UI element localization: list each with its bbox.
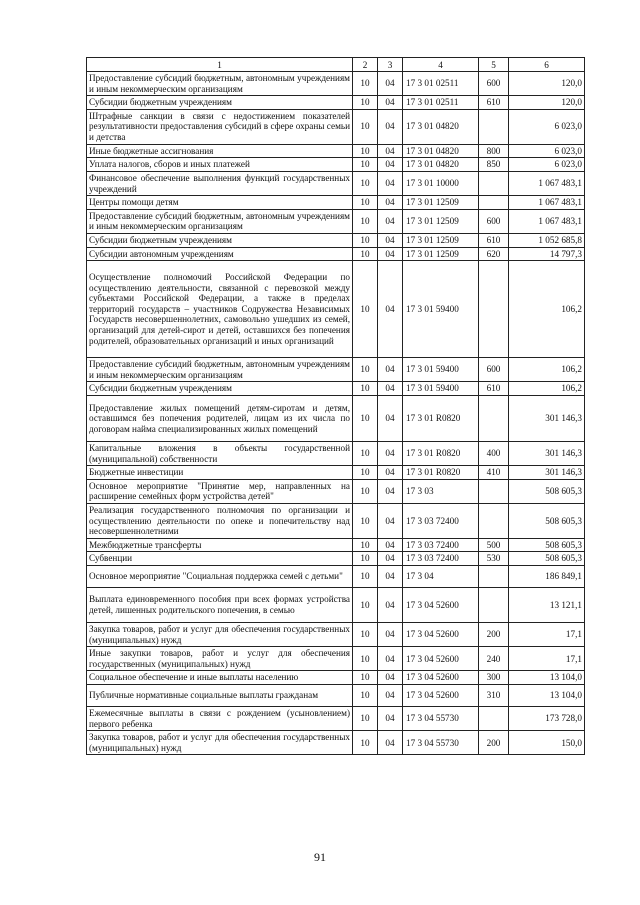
row-target-code-cell: 17 3 04 55730	[403, 731, 479, 755]
row-target-code-cell: 17 3 01 12509	[403, 196, 479, 210]
row-amount-cell: 13 104,0	[509, 671, 585, 685]
row-section-cell: 10	[353, 566, 378, 588]
row-subsection-cell: 04	[378, 209, 403, 233]
row-target-code-cell: 17 3 01 04820	[403, 158, 479, 172]
row-section-cell: 10	[353, 503, 378, 538]
row-section-cell: 10	[353, 479, 378, 503]
row-subsection-cell: 04	[378, 503, 403, 538]
row-expense-type-cell: 530	[479, 552, 509, 566]
row-name-cell: Закупка товаров, работ и услуг для обеспечения государственных (муниципальных) нужд	[87, 623, 353, 647]
row-expense-type-cell: 200	[479, 731, 509, 755]
row-subsection-cell: 04	[378, 731, 403, 755]
row-section-cell: 10	[353, 623, 378, 647]
row-subsection-cell: 04	[378, 552, 403, 566]
row-section-cell: 10	[353, 233, 378, 247]
budget-table	[86, 57, 585, 755]
row-amount-cell: 1 067 483,1	[509, 209, 585, 233]
row-name-cell: Основное мероприятие "Социальная поддержка семей с детьми"	[87, 566, 353, 588]
row-target-code-cell: 17 3 01 12509	[403, 233, 479, 247]
row-section-cell: 10	[353, 647, 378, 671]
row-target-code-cell: 17 3 04 52600	[403, 647, 479, 671]
row-expense-type-cell: 410	[479, 466, 509, 480]
table-row	[87, 158, 585, 172]
header-cell-2: 2	[353, 58, 378, 72]
row-subsection-cell: 04	[378, 538, 403, 552]
row-subsection-cell: 04	[378, 647, 403, 671]
row-amount-cell: 301 146,3	[509, 441, 585, 465]
row-section-cell: 10	[353, 171, 378, 195]
row-name-cell: Штрафные санкции в связи с недостижением показателей результативности предоставления субсидий в сфере охраны семьи и детства	[87, 109, 353, 144]
row-target-code-cell: 17 3 01 02511	[403, 72, 479, 96]
table-row	[87, 72, 585, 96]
row-expense-type-cell	[479, 261, 509, 358]
row-expense-type-cell: 610	[479, 233, 509, 247]
header-cell-6: 6	[509, 58, 585, 72]
row-subsection-cell: 04	[378, 72, 403, 96]
row-subsection-cell: 04	[378, 233, 403, 247]
row-section-cell: 10	[353, 671, 378, 685]
row-subsection-cell: 04	[378, 707, 403, 731]
row-name-cell: Осуществление полномочий Российской Федерации по осуществлению деятельности, связанной с перевозкой между субъектами Российской Федерации, а также в пределах территорий государств – участников Содружества Независимых Государств несовершеннолетних, самовольно ушедших из семей, организаций для детей-сирот и детей, оставшихся без попечения родителей, образовательных организаций и иных организаций	[87, 261, 353, 358]
budget-table-body	[87, 58, 585, 755]
row-name-cell: Реализация государственного полномочия по организации и осуществлению деятельности по опеке и попечительству над несовершеннолетними	[87, 503, 353, 538]
row-target-code-cell: 17 3 01 12509	[403, 209, 479, 233]
row-expense-type-cell	[479, 588, 509, 623]
row-section-cell: 10	[353, 685, 378, 707]
row-expense-type-cell: 600	[479, 209, 509, 233]
table-row	[87, 588, 585, 623]
table-row	[87, 171, 585, 195]
row-target-code-cell: 17 3 03 72400	[403, 552, 479, 566]
row-subsection-cell: 04	[378, 479, 403, 503]
header-cell-3: 3	[378, 58, 403, 72]
row-target-code-cell: 17 3 04 52600	[403, 623, 479, 647]
row-name-cell: Предоставление субсидий бюджетным, автономным учреждениям и иным некоммерческим организациям	[87, 72, 353, 96]
row-section-cell: 10	[353, 731, 378, 755]
table-row	[87, 552, 585, 566]
row-target-code-cell: 17 3 04 55730	[403, 707, 479, 731]
row-section-cell: 10	[353, 261, 378, 358]
table-row	[87, 196, 585, 210]
row-amount-cell: 17,1	[509, 647, 585, 671]
row-expense-type-cell	[479, 479, 509, 503]
table-row	[87, 233, 585, 247]
row-expense-type-cell: 610	[479, 382, 509, 396]
table-row	[87, 538, 585, 552]
row-target-code-cell: 17 3 01 59400	[403, 261, 479, 358]
table-row	[87, 382, 585, 396]
row-name-cell: Иные бюджетные ассигнования	[87, 144, 353, 158]
row-target-code-cell: 17 3 01 04820	[403, 144, 479, 158]
row-name-cell: Ежемесячные выплаты в связи с рождением (усыновлением) первого ребенка	[87, 707, 353, 731]
row-name-cell: Межбюджетные трансферты	[87, 538, 353, 552]
row-expense-type-cell: 600	[479, 358, 509, 382]
row-target-code-cell: 17 3 01 02511	[403, 96, 479, 110]
row-expense-type-cell: 240	[479, 647, 509, 671]
row-target-code-cell: 17 3 03	[403, 479, 479, 503]
row-name-cell: Капитальные вложения в объекты государственной (муниципальной) собственности	[87, 441, 353, 465]
table-row	[87, 503, 585, 538]
row-section-cell: 10	[353, 96, 378, 110]
row-target-code-cell: 17 3 03 72400	[403, 538, 479, 552]
row-name-cell: Предоставление субсидий бюджетным, автономным учреждениям и иным некоммерческим организациям	[87, 209, 353, 233]
row-section-cell: 10	[353, 144, 378, 158]
table-row	[87, 144, 585, 158]
row-amount-cell: 508 605,3	[509, 538, 585, 552]
row-amount-cell: 508 605,3	[509, 552, 585, 566]
row-amount-cell: 173 728,0	[509, 707, 585, 731]
row-section-cell: 10	[353, 382, 378, 396]
row-subsection-cell: 04	[378, 566, 403, 588]
row-subsection-cell: 04	[378, 196, 403, 210]
table-row	[87, 358, 585, 382]
row-name-cell: Предоставление субсидий бюджетным, автономным учреждениям и иным некоммерческим организациям	[87, 358, 353, 382]
row-amount-cell: 13 121,1	[509, 588, 585, 623]
row-amount-cell: 6 023,0	[509, 109, 585, 144]
row-subsection-cell: 04	[378, 395, 403, 441]
row-subsection-cell: 04	[378, 466, 403, 480]
table-row	[87, 566, 585, 588]
row-name-cell: Субсидии бюджетным учреждениям	[87, 382, 353, 396]
row-target-code-cell: 17 3 01 R0820	[403, 466, 479, 480]
table-row	[87, 671, 585, 685]
table-row	[87, 685, 585, 707]
row-target-code-cell: 17 3 04 52600	[403, 671, 479, 685]
row-amount-cell: 301 146,3	[509, 395, 585, 441]
row-name-cell: Выплата единовременного пособия при всех формах устройства детей, лишенных родительского попечения, в семью	[87, 588, 353, 623]
row-section-cell: 10	[353, 395, 378, 441]
row-name-cell: Бюджетные инвестиции	[87, 466, 353, 480]
row-amount-cell: 508 605,3	[509, 479, 585, 503]
row-amount-cell: 150,0	[509, 731, 585, 755]
row-expense-type-cell: 500	[479, 538, 509, 552]
row-subsection-cell: 04	[378, 382, 403, 396]
row-expense-type-cell	[479, 503, 509, 538]
row-section-cell: 10	[353, 466, 378, 480]
row-expense-type-cell: 300	[479, 671, 509, 685]
row-section-cell: 10	[353, 109, 378, 144]
row-section-cell: 10	[353, 72, 378, 96]
row-amount-cell: 1 067 483,1	[509, 171, 585, 195]
row-section-cell: 10	[353, 358, 378, 382]
table-row	[87, 479, 585, 503]
row-expense-type-cell: 850	[479, 158, 509, 172]
row-target-code-cell: 17 3 01 59400	[403, 382, 479, 396]
header-cell-1: 1	[87, 58, 353, 72]
row-target-code-cell: 17 3 01 R0820	[403, 441, 479, 465]
row-section-cell: 10	[353, 196, 378, 210]
row-target-code-cell: 17 3 03 72400	[403, 503, 479, 538]
row-expense-type-cell	[479, 566, 509, 588]
row-section-cell: 10	[353, 247, 378, 261]
row-name-cell: Публичные нормативные социальные выплаты гражданам	[87, 685, 353, 707]
table-row	[87, 707, 585, 731]
row-amount-cell: 186 849,1	[509, 566, 585, 588]
row-amount-cell: 13 104,0	[509, 685, 585, 707]
row-target-code-cell: 17 3 01 10000	[403, 171, 479, 195]
row-subsection-cell: 04	[378, 171, 403, 195]
row-expense-type-cell: 400	[479, 441, 509, 465]
row-expense-type-cell: 310	[479, 685, 509, 707]
row-expense-type-cell	[479, 196, 509, 210]
row-name-cell: Основное мероприятие "Принятие мер, направленных на расширение семейных форм устройства детей"	[87, 479, 353, 503]
row-expense-type-cell	[479, 109, 509, 144]
row-amount-cell: 6 023,0	[509, 158, 585, 172]
header-cell-4: 4	[403, 58, 479, 72]
row-subsection-cell: 04	[378, 671, 403, 685]
row-expense-type-cell: 620	[479, 247, 509, 261]
table-row	[87, 466, 585, 480]
row-subsection-cell: 04	[378, 261, 403, 358]
row-target-code-cell: 17 3 01 12509	[403, 247, 479, 261]
page-number: 91	[314, 850, 326, 864]
row-name-cell: Социальное обеспечение и иные выплаты населению	[87, 671, 353, 685]
table-row	[87, 647, 585, 671]
row-section-cell: 10	[353, 588, 378, 623]
row-name-cell: Субсидии бюджетным учреждениям	[87, 96, 353, 110]
row-subsection-cell: 04	[378, 158, 403, 172]
row-name-cell: Иные закупки товаров, работ и услуг для обеспечения государственных (муниципальных) нужд	[87, 647, 353, 671]
row-amount-cell: 106,2	[509, 382, 585, 396]
row-target-code-cell: 17 3 04	[403, 566, 479, 588]
row-name-cell: Субсидии бюджетным учреждениям	[87, 233, 353, 247]
budget-table-container	[86, 57, 584, 755]
row-subsection-cell: 04	[378, 109, 403, 144]
row-subsection-cell: 04	[378, 623, 403, 647]
row-name-cell: Закупка товаров, работ и услуг для обеспечения государственных (муниципальных) нужд	[87, 731, 353, 755]
row-amount-cell: 120,0	[509, 96, 585, 110]
row-subsection-cell: 04	[378, 96, 403, 110]
row-name-cell: Финансовое обеспечение выполнения функций государственных учреждений	[87, 171, 353, 195]
table-row	[87, 247, 585, 261]
row-amount-cell: 1 067 483,1	[509, 196, 585, 210]
row-expense-type-cell: 800	[479, 144, 509, 158]
row-expense-type-cell	[479, 395, 509, 441]
row-subsection-cell: 04	[378, 144, 403, 158]
row-target-code-cell: 17 3 01 59400	[403, 358, 479, 382]
table-header-row	[87, 58, 585, 72]
row-target-code-cell: 17 3 01 R0820	[403, 395, 479, 441]
row-amount-cell: 1 052 685,8	[509, 233, 585, 247]
row-amount-cell: 301 146,3	[509, 466, 585, 480]
row-expense-type-cell: 200	[479, 623, 509, 647]
table-row	[87, 96, 585, 110]
table-row	[87, 623, 585, 647]
row-subsection-cell: 04	[378, 358, 403, 382]
row-amount-cell: 106,2	[509, 358, 585, 382]
table-row	[87, 395, 585, 441]
row-expense-type-cell: 610	[479, 96, 509, 110]
table-row	[87, 731, 585, 755]
row-target-code-cell: 17 3 04 52600	[403, 685, 479, 707]
row-section-cell: 10	[353, 209, 378, 233]
table-row	[87, 209, 585, 233]
header-cell-5: 5	[479, 58, 509, 72]
row-name-cell: Субвенции	[87, 552, 353, 566]
row-expense-type-cell: 600	[479, 72, 509, 96]
row-target-code-cell: 17 3 01 04820	[403, 109, 479, 144]
row-name-cell: Предоставление жилых помещений детям-сиротам и детям, оставшимся без попечения родителей, лицам из их числа по договорам найма специализированных жилых помещений	[87, 395, 353, 441]
row-subsection-cell: 04	[378, 685, 403, 707]
row-expense-type-cell	[479, 171, 509, 195]
row-subsection-cell: 04	[378, 588, 403, 623]
row-section-cell: 10	[353, 538, 378, 552]
row-amount-cell: 120,0	[509, 72, 585, 96]
row-section-cell: 10	[353, 552, 378, 566]
table-row	[87, 109, 585, 144]
row-section-cell: 10	[353, 158, 378, 172]
row-subsection-cell: 04	[378, 441, 403, 465]
row-target-code-cell: 17 3 04 52600	[403, 588, 479, 623]
row-amount-cell: 6 023,0	[509, 144, 585, 158]
row-amount-cell: 106,2	[509, 261, 585, 358]
row-amount-cell: 508 605,3	[509, 503, 585, 538]
row-name-cell: Уплата налогов, сборов и иных платежей	[87, 158, 353, 172]
row-amount-cell: 17,1	[509, 623, 585, 647]
table-row	[87, 261, 585, 358]
row-expense-type-cell	[479, 707, 509, 731]
row-amount-cell: 14 797,3	[509, 247, 585, 261]
row-section-cell: 10	[353, 441, 378, 465]
table-row	[87, 441, 585, 465]
row-name-cell: Центры помощи детям	[87, 196, 353, 210]
row-section-cell: 10	[353, 707, 378, 731]
row-subsection-cell: 04	[378, 247, 403, 261]
row-name-cell: Субсидии автономным учреждениям	[87, 247, 353, 261]
